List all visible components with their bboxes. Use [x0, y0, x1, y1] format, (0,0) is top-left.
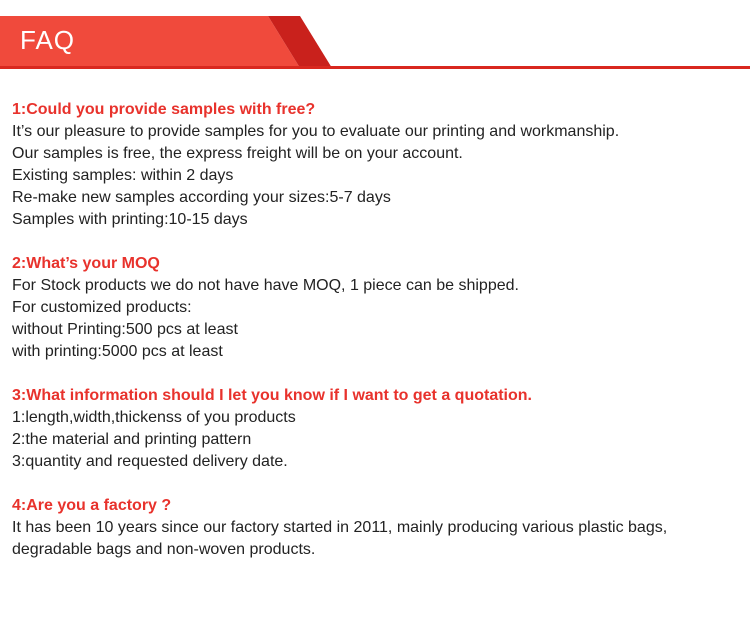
faq-answer-line: Re-make new samples according your sizes:5-7 days	[12, 189, 391, 206]
faq-answer-line: It’s our pleasure to provide samples for you to evaluate our printing and workmanship.	[12, 123, 620, 140]
faq-answer-line: For Stock products we do not have have MOQ, 1 piece can be shipped.	[12, 277, 519, 294]
faq-answer-line: with printing:5000 pcs at least	[12, 343, 223, 360]
faq-item	[12, 385, 742, 473]
faq-answer-line: Our samples is free, the express freight will be on your account.	[12, 145, 463, 162]
faq-question: 4:Are you a factory ?	[12, 497, 172, 514]
faq-answer-line: Samples with printing:10-15 days	[12, 211, 248, 228]
page-title: FAQ	[20, 25, 76, 55]
faq-answer-line: 2:the material and printing pattern	[12, 431, 252, 448]
faq-header	[0, 0, 750, 72]
faq-answer-line: without Printing:500 pcs at least	[12, 321, 238, 338]
faq-answer-line: degradable bags and non-woven products.	[12, 541, 316, 558]
faq-answer-line: 1:length,width,thickenss of you products	[12, 409, 296, 426]
faq-question: 1:Could you provide samples with free?	[12, 101, 316, 118]
faq-answer-line: It has been 10 years since our factory started in 2011, mainly producing various plastic bags,	[12, 519, 668, 536]
faq-item	[12, 99, 742, 231]
faq-question: 3:What information should I let you know if I want to get a quotation.	[12, 387, 532, 404]
faq-item	[12, 253, 742, 363]
faq-answer-line: Existing samples: within 2 days	[12, 167, 234, 184]
header-banner-shape	[0, 0, 750, 72]
faq-question: 2:What’s your MOQ	[12, 255, 160, 272]
faq-answer-line: 3:quantity and requested delivery date.	[12, 453, 288, 470]
faq-answer-line: For customized products:	[12, 299, 192, 316]
faq-item	[12, 495, 742, 561]
faq-list	[12, 99, 742, 583]
